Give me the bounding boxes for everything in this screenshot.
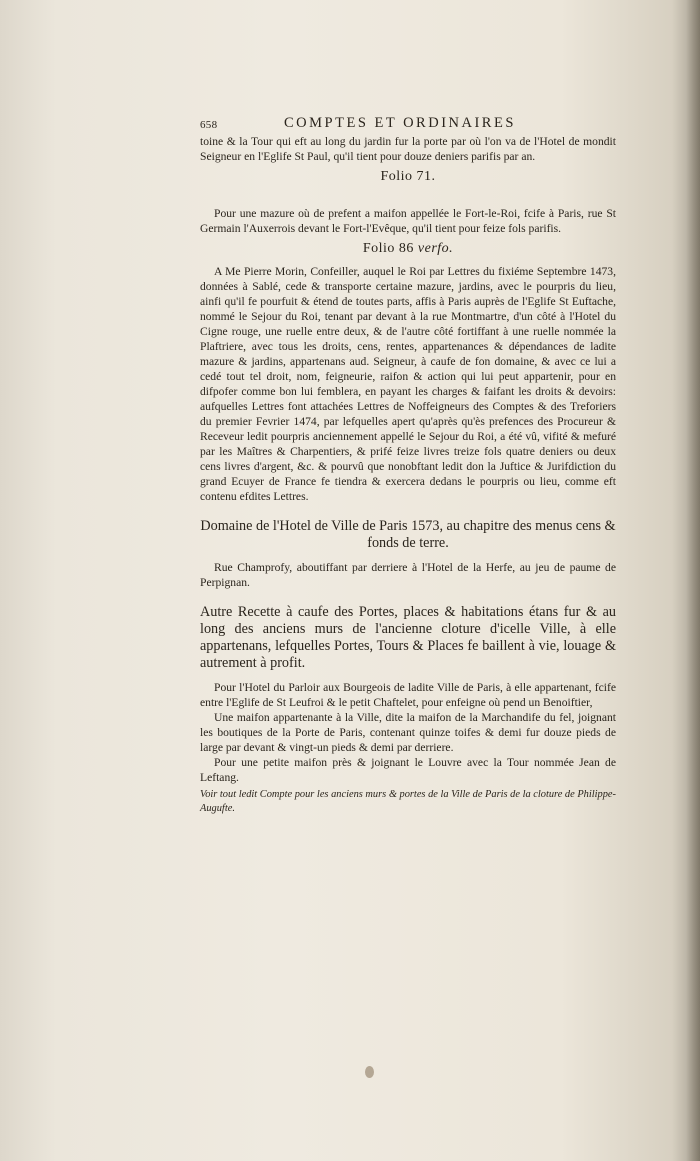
page-header — [200, 112, 616, 134]
folio-86-label: Folio 86 — [362, 241, 418, 256]
paragraph-rue-champrofy: Rue Champrofy, aboutiffant par derriere à l'Hotel de la Herfe, au jeu de paume de Perpignan. — [200, 561, 616, 589]
folio-86-verso: verfo. — [417, 241, 454, 256]
paragraph-parloir-bourgeois: Pour l'Hotel du Parloir aux Bourgeois de ladite Ville de Paris, à elle appartenant, fcife entre l'Eglife de St Leufroi & le petit Chaftelet, pour enfeigne où pend un Benoiftier, — [200, 681, 616, 709]
paper-stain — [365, 1066, 374, 1078]
paragraph-louvre: Pour une petite maifon près & joignant le Louvre avec la Tour nommée Jean de Leftang. — [200, 756, 616, 784]
section-heading-domaine: Domaine de l'Hotel de Ville de Paris 1573, au chapitre des menus cens & fonds de terre. — [200, 518, 616, 551]
page-number: 658 — [200, 119, 218, 131]
page-text-block — [200, 112, 616, 816]
running-title: COMPTES ET ORDINAIRES — [284, 115, 516, 131]
folio-heading-71: Folio 71. — [380, 169, 436, 184]
paragraph-pierre-morin: A Me Pierre Morin, Confeiller, auquel le Roi par Lettres du fixiéme Septembre 1473, données à Sablé, cede & transporte certaine mazure, jardins, avec le pourpris du lieu, ainfi qu'il fe pourfuit & étend de toutes parts, affis à Paris auprès de l'Eglife St Euftache, nommé le Sejour du Roi, tenant par devant à la rue Montmartre, d'un côté à l'Hotel du Cigne rouge, une ruelle entre deux, & de l'autre côté fortiffant à une ruelle nommée la Plaftriere, avec tous les droits, cens, rentes, appartenances & dépendances de ladite mazure & jardins, appartenans aud. Seigneur, à caufe de fon domaine, & avec ce lui a cedé tout tel droit, nom, feigneurie, raifon & action qui lui peut appartenir, pour en difpofer comme bon lui femblera, en payant les charges & faifant les droits & devoirs: aufquelles Lettres font attachées Lettres de Noffeigneurs des Comptes & des Treforiers du premier Fevrier 1474, par lefquelles apert qu'après qu'ès prefences des Procureur & Receveur ledit pourpris anciennement appellé le Sejour du Roi, a été vû, vifité & mefuré par les Maîtres & Charpentiers, & prifé feize livres treize fols quatre deniers ou deux cens livres d'argent, &c. & pourvû que nonobftant ledit don la Juftice & Jurifdiction du grand Ecuyer de France fe tiendra & exercera dedans le pourpris ou lieu, comme eft contenu efdites Lettres. — [200, 265, 616, 503]
paragraph-continued: toine & la Tour qui eft au long du jardin fur la porte par où l'on va de l'Hotel de mondit Seigneur en l'Eglife St Paul, qu'il tient pour douze deniers parifis par an. — [200, 135, 616, 163]
paragraph-fort-le-roi: Pour une mazure où de prefent a maifon appellée le Fort-le-Roi, fcife à Paris, rue St Germain l'Auxerrois devant le Fort-l'Evêque, qu'il tient pour feize fols parifis. — [200, 207, 616, 235]
italic-note: Voir tout ledit Compte pour les anciens murs & portes de la Ville de Paris de la cloture de Philippe-Augufte. — [200, 789, 616, 814]
page-edge-shadow — [686, 0, 700, 1161]
paragraph-marchandise-sel: Une maifon appartenante à la Ville, dite la maifon de la Marchandife du fel, joignant les boutiques de la Porte de Paris, contenant quinze toifes & demi fur douze pieds de large par devant & vingt-un pieds & demi par derriere. — [200, 711, 616, 754]
section-heading-autre-recette: Autre Recette à caufe des Portes, places & habitations étans fur & au long des anciens murs de l'ancienne cloture d'icelle Ville, à elle appartenans, lefquelles Portes, Tours & Places fe baillent à vie, louage & autrement à profit. — [200, 604, 616, 671]
folio-heading-86 — [200, 241, 616, 256]
